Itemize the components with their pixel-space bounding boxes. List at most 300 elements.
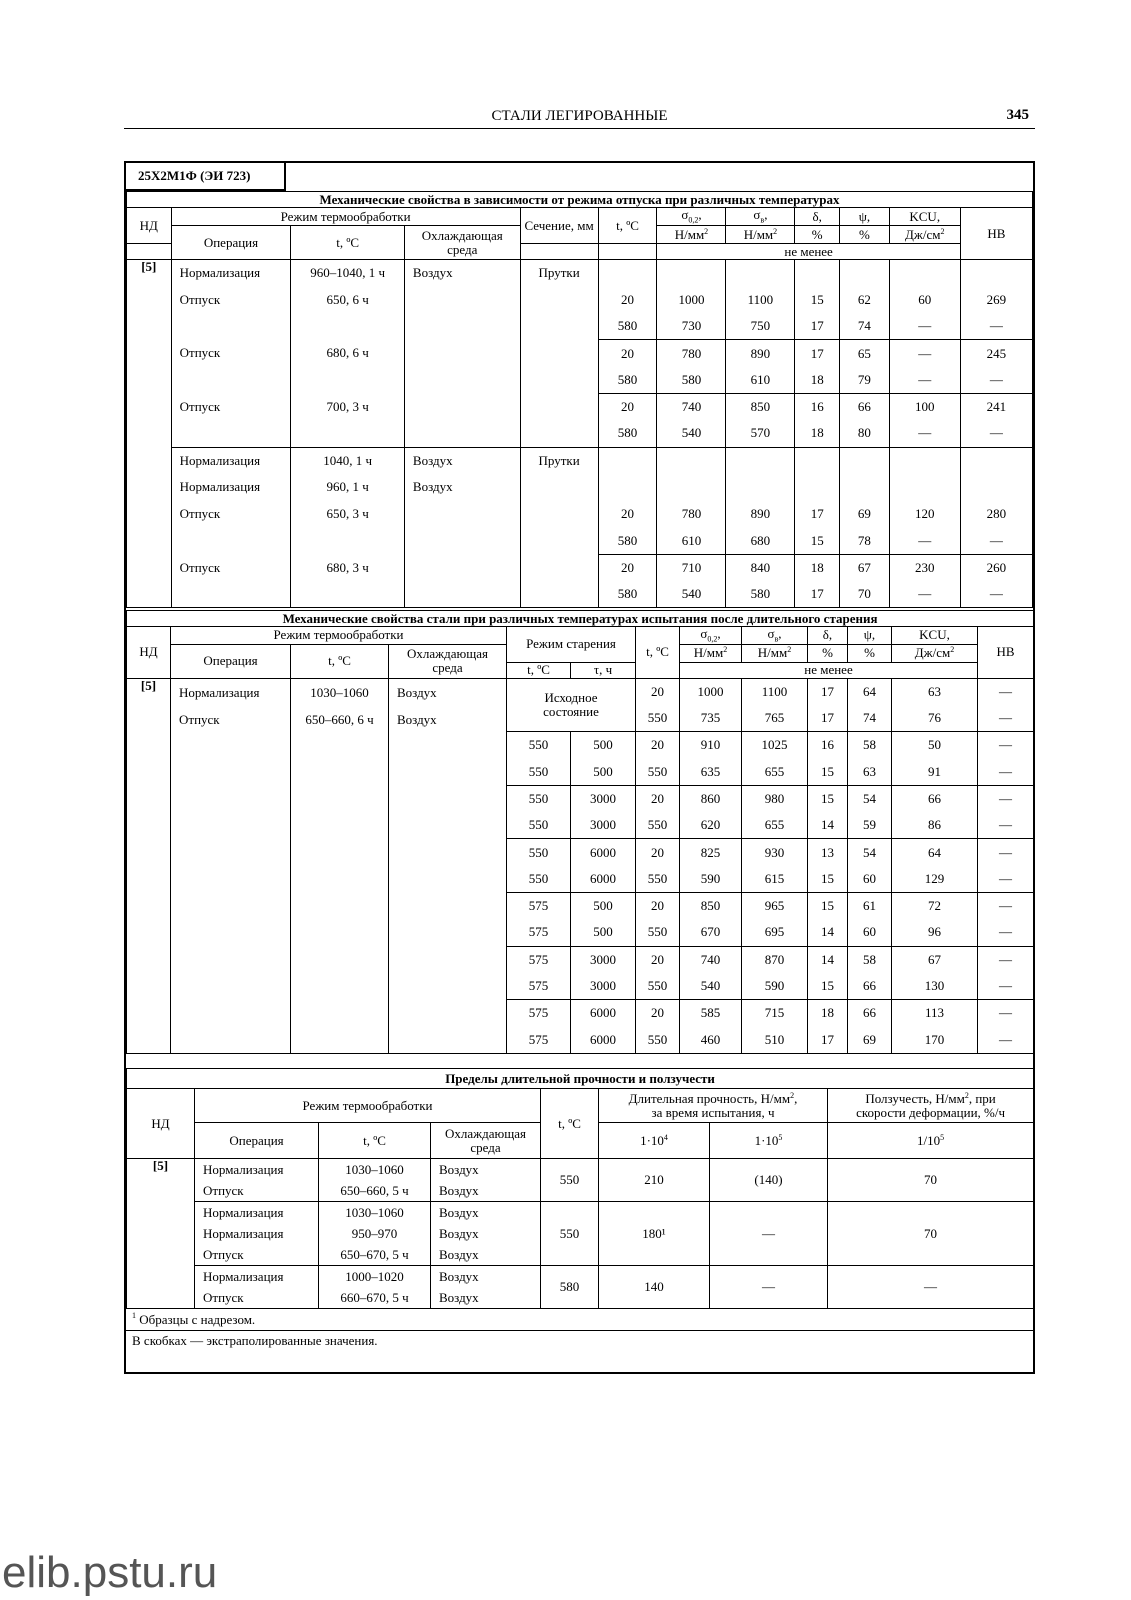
cell-value: 740 <box>680 946 742 973</box>
cell-value: 74 <box>840 313 890 340</box>
cell-value: 66 <box>892 785 978 812</box>
cell-sec <box>520 367 598 394</box>
cell-value: 17 <box>795 340 840 367</box>
cell-value: 70 <box>840 581 890 608</box>
table-row <box>127 420 1033 447</box>
cell-value: 540 <box>680 973 742 1000</box>
cell-temp: 550 <box>541 1159 599 1202</box>
table-row <box>127 1202 1034 1266</box>
cell-value: — <box>978 678 1034 705</box>
cell-temps <box>291 678 389 1053</box>
line: 650–660, 5 ч <box>340 1183 409 1198</box>
col-sv: $\sigma_в$, <box>742 627 808 645</box>
cell-value: 54 <box>848 839 892 866</box>
cell-value: 61 <box>848 892 892 919</box>
col-aging-t: t, ºC <box>507 662 571 678</box>
cell-value <box>960 474 1032 501</box>
aging-properties-table <box>126 610 1034 1054</box>
cell-value: 15 <box>808 866 848 893</box>
cell-value: 1000 <box>680 678 742 705</box>
cell-value <box>840 474 890 501</box>
cell-value: 550 <box>636 973 680 1000</box>
col-s02: $\sigma_{0,2}$, <box>657 208 726 226</box>
cell-operations <box>171 678 291 1053</box>
cell-value: 540 <box>657 581 726 608</box>
cell-value: 930 <box>742 839 808 866</box>
cell-value: — <box>889 313 960 340</box>
col-rate: $1/10^5$ <box>828 1123 1034 1159</box>
table-row <box>127 474 1033 501</box>
cell-t <box>291 581 405 608</box>
cell-t: 680, 3 ч <box>291 554 405 581</box>
cell-aging: 3000 <box>571 946 636 973</box>
table-row <box>127 367 1033 394</box>
col-section-bottom <box>520 244 598 260</box>
op-1-c: Воздух <box>397 684 437 700</box>
cell-cool <box>404 340 520 367</box>
cell-value: — <box>960 313 1032 340</box>
cell-sec: Прутки <box>520 260 598 287</box>
cell-value <box>960 260 1032 287</box>
cell-value: 15 <box>808 892 848 919</box>
cell-cool <box>404 581 520 608</box>
unit-s02: $Н/мм^2$ <box>680 644 742 662</box>
cell-aging: 500 <box>571 892 636 919</box>
cell-value <box>960 447 1032 474</box>
cell-op <box>171 313 291 340</box>
cell-value: 890 <box>726 501 795 528</box>
cell-value: 14 <box>808 946 848 973</box>
cell-value <box>726 447 795 474</box>
cell-ts <box>319 1266 431 1309</box>
cell-sec <box>520 501 598 528</box>
nd-ref: [5] <box>127 678 171 1053</box>
cell-v1: 140 <box>599 1266 710 1309</box>
cell-aging: 575 <box>507 946 571 973</box>
col-section: Сечение, мм <box>520 208 598 244</box>
cell-value: 241 <box>960 393 1032 420</box>
cell-value: — <box>978 732 1034 759</box>
cell-t <box>291 367 405 394</box>
cell-value: 20 <box>636 839 680 866</box>
cell-value: 580 <box>598 313 657 340</box>
cell-op <box>171 527 291 554</box>
cell-value: 655 <box>742 758 808 785</box>
col-nd-bottom <box>127 244 172 260</box>
cell-value: 695 <box>742 919 808 946</box>
cell-value: 615 <box>742 866 808 893</box>
col-temp-bottom <box>598 244 657 260</box>
cell-cool <box>404 393 520 420</box>
unit-delta: % <box>795 226 840 244</box>
cell-value: 20 <box>598 554 657 581</box>
cell-value: 129 <box>892 866 978 893</box>
cell-value <box>840 260 890 287</box>
cell-value: 62 <box>840 286 890 313</box>
col-sv: $\sigma_в$, <box>726 208 795 226</box>
table-row <box>127 393 1033 420</box>
unit-psi: % <box>848 644 892 662</box>
cell-value: 65 <box>840 340 890 367</box>
cell-aging: 550 <box>507 866 571 893</box>
cell-value: 63 <box>892 678 978 705</box>
cell-value: 16 <box>808 732 848 759</box>
cell-value: 15 <box>795 527 840 554</box>
cell-value: 550 <box>636 758 680 785</box>
cell-value: — <box>978 785 1034 812</box>
line: Отпуск <box>203 1247 244 1262</box>
col-hb: HB <box>978 627 1034 679</box>
col-temp: t, ºC <box>598 208 657 244</box>
cell-value: 580 <box>598 420 657 447</box>
cell-value: 510 <box>742 1026 808 1053</box>
section-title: Механические свойства в зависимости от режима отпуска при различных температурах <box>127 192 1033 208</box>
cell-aging: 575 <box>507 973 571 1000</box>
cell-sec: Прутки <box>520 447 598 474</box>
line: Воздух <box>439 1205 479 1220</box>
cell-value <box>726 474 795 501</box>
cell-value: — <box>960 581 1032 608</box>
cell-v2: (140) <box>710 1159 828 1202</box>
cell-t <box>291 420 405 447</box>
line: Нормализация <box>203 1269 284 1284</box>
col-aging-tau: τ, ч <box>571 662 636 678</box>
tempering-properties-table <box>126 191 1033 608</box>
cell-value: 72 <box>892 892 978 919</box>
cell-value: 580 <box>657 367 726 394</box>
cell-value: 20 <box>598 286 657 313</box>
cell-value: 715 <box>742 1000 808 1027</box>
steel-grade: 25Х2М1Ф (ЭИ 723) <box>124 161 286 191</box>
cell-value: — <box>889 527 960 554</box>
cell-value: 66 <box>848 1000 892 1027</box>
cell-aging: 6000 <box>571 1026 636 1053</box>
col-temp: t, ºC <box>541 1089 599 1159</box>
col-aging: Режим старения <box>507 627 636 663</box>
col-kcu: KCU, <box>889 208 960 226</box>
cell-value: 60 <box>848 866 892 893</box>
op-1: Нормализация <box>179 684 260 700</box>
cell-aging: 550 <box>507 732 571 759</box>
cell-value: 18 <box>795 554 840 581</box>
cell-value: 680 <box>726 527 795 554</box>
line: Воздух <box>439 1162 479 1177</box>
cell-aging: 550 <box>507 839 571 866</box>
cell-t: 650, 6 ч <box>291 286 405 313</box>
cell-value: 17 <box>808 678 848 705</box>
line: Воздух <box>439 1269 479 1284</box>
cell-value: 91 <box>892 758 978 785</box>
cell-value <box>795 474 840 501</box>
cell-op: Нормализация <box>171 260 291 287</box>
cell-v3: 70 <box>828 1202 1034 1266</box>
cell-value: 20 <box>598 340 657 367</box>
line: 660–670, 5 ч <box>340 1290 409 1305</box>
cell-value: — <box>978 919 1034 946</box>
cell-value: 17 <box>808 1026 848 1053</box>
cell-t: 960, 1 ч <box>291 474 405 501</box>
col-cool: Охлаждающая среда <box>389 644 507 678</box>
cell-value: — <box>889 340 960 367</box>
table-row <box>127 581 1033 608</box>
cell-cool <box>404 420 520 447</box>
cell-value: — <box>978 812 1034 839</box>
cell-cool <box>404 527 520 554</box>
cell-value: 58 <box>848 946 892 973</box>
cell-value: 58 <box>848 732 892 759</box>
cell-value: 18 <box>795 420 840 447</box>
cell-ops <box>195 1159 319 1202</box>
cell-value: 20 <box>598 501 657 528</box>
cell-sec <box>520 313 598 340</box>
cell-value: 910 <box>680 732 742 759</box>
cell-value: 850 <box>680 892 742 919</box>
col-cool: Охлаждающая среда <box>404 226 520 260</box>
cell-value: 170 <box>892 1026 978 1053</box>
cell-t <box>291 527 405 554</box>
cell-value: 610 <box>657 527 726 554</box>
page-number: 345 <box>1006 107 1029 123</box>
initial-state: Исходное состояние <box>507 678 636 732</box>
cell-sec <box>520 393 598 420</box>
cell-value: 67 <box>840 554 890 581</box>
col-long-strength: Длительная прочность, $Н/мм^2$, за время испытания, ч <box>599 1089 828 1123</box>
cell-value: — <box>978 1000 1034 1027</box>
cell-value: — <box>889 367 960 394</box>
cell-value: 550 <box>636 705 680 732</box>
col-kcu: KCU, <box>892 627 978 645</box>
cell-value <box>795 260 840 287</box>
cell-cs <box>431 1202 541 1266</box>
col-operation: Операция <box>195 1123 319 1159</box>
cell-value <box>657 260 726 287</box>
cell-cool <box>404 286 520 313</box>
cell-v2: — <box>710 1266 828 1309</box>
cell-value: 74 <box>848 705 892 732</box>
table-row <box>127 501 1033 528</box>
cell-op: Отпуск <box>171 501 291 528</box>
cell-value: 585 <box>680 1000 742 1027</box>
table-row <box>127 313 1033 340</box>
col-1e4: $1\cdot 10^4$ <box>599 1123 710 1159</box>
table-row <box>127 527 1033 554</box>
min-label: не менее <box>680 662 978 678</box>
cell-value: 20 <box>636 785 680 812</box>
cell-ops <box>195 1266 319 1309</box>
cell-aging: 575 <box>507 1000 571 1027</box>
cell-aging: 550 <box>507 785 571 812</box>
line: 650–670, 5 ч <box>340 1247 409 1262</box>
unit-psi: % <box>840 226 890 244</box>
op-2-c: Воздух <box>397 711 437 727</box>
line: Воздух <box>439 1226 479 1241</box>
cell-op <box>171 367 291 394</box>
col-temp: t, ºC <box>636 627 680 679</box>
cell-value: 550 <box>636 812 680 839</box>
cell-value: 780 <box>657 340 726 367</box>
cell-t: 960–1040, 1 ч <box>291 260 405 287</box>
cell-op: Отпуск <box>171 554 291 581</box>
cell-value: 64 <box>848 678 892 705</box>
cell-value: 18 <box>795 367 840 394</box>
cell-value: 540 <box>657 420 726 447</box>
cell-value <box>726 260 795 287</box>
cell-value: 765 <box>742 705 808 732</box>
table-row <box>127 286 1033 313</box>
cell-aging: 3000 <box>571 812 636 839</box>
cell-value: — <box>960 420 1032 447</box>
cell-value: 120 <box>889 501 960 528</box>
cell-sec <box>520 286 598 313</box>
cell-value: 825 <box>680 839 742 866</box>
cell-value: 980 <box>742 785 808 812</box>
line: 1030–1060 <box>345 1205 404 1220</box>
cell-value <box>657 474 726 501</box>
cell-value <box>889 447 960 474</box>
cell-value <box>657 447 726 474</box>
cell-value: 965 <box>742 892 808 919</box>
cell-aging: 500 <box>571 919 636 946</box>
line: Воздух <box>439 1183 479 1198</box>
cell-cs <box>431 1159 541 1202</box>
running-title: СТАЛИ ЛЕГИРОВАННЫЕ <box>491 108 668 124</box>
col-regime: Режим термообработки <box>171 627 507 645</box>
cell-cool: Воздух <box>404 474 520 501</box>
cell-value: 580 <box>598 527 657 554</box>
cell-op <box>171 581 291 608</box>
cell-value: 96 <box>892 919 978 946</box>
cell-value: 1100 <box>726 286 795 313</box>
cell-value: 17 <box>795 501 840 528</box>
line: Нормализация <box>203 1162 284 1177</box>
cell-temp: 580 <box>541 1266 599 1309</box>
cell-value: 20 <box>636 1000 680 1027</box>
cell-value: 130 <box>892 973 978 1000</box>
col-psi: ψ, <box>848 627 892 645</box>
cell-value <box>598 447 657 474</box>
cell-value: 78 <box>840 527 890 554</box>
footnote-2: В скобках — экстраполированные значения. <box>132 1333 378 1348</box>
line: Нормализация <box>203 1226 284 1241</box>
cell-value: 15 <box>795 286 840 313</box>
cell-sec <box>520 340 598 367</box>
cell-value: 20 <box>636 732 680 759</box>
cell-value: 870 <box>742 946 808 973</box>
col-operation: Операция <box>171 226 291 260</box>
table-row <box>127 260 1033 287</box>
cell-ts <box>319 1159 431 1202</box>
cell-v1: 210 <box>599 1159 710 1202</box>
cell-ts <box>319 1202 431 1266</box>
col-creep: Ползучесть, $Н/мм^2$, при скорости деформации, %/ч <box>828 1089 1034 1123</box>
col-nd: НД <box>127 1089 195 1159</box>
cell-aging: 575 <box>507 1026 571 1053</box>
cell-value: 580 <box>598 581 657 608</box>
cell-value: 580 <box>598 367 657 394</box>
col-t: t, ºC <box>291 226 405 260</box>
col-operation: Операция <box>171 644 291 678</box>
min-label: не менее <box>657 244 960 260</box>
cell-sec <box>520 527 598 554</box>
cell-sec <box>520 554 598 581</box>
cell-value: 63 <box>848 758 892 785</box>
cell-value: 245 <box>960 340 1032 367</box>
op-1-t: 1030–1060 <box>310 684 369 700</box>
cell-cool <box>404 367 520 394</box>
cell-value: — <box>978 892 1034 919</box>
cell-aging: 575 <box>507 892 571 919</box>
cell-cool <box>404 313 520 340</box>
col-regime: Режим термообработки <box>195 1089 541 1123</box>
cell-value: 18 <box>808 1000 848 1027</box>
cell-value: 269 <box>960 286 1032 313</box>
table-row <box>127 1159 1034 1202</box>
cell-op: Нормализация <box>171 447 291 474</box>
cell-value: 610 <box>726 367 795 394</box>
cell-op: Отпуск <box>171 393 291 420</box>
cell-temp: 550 <box>541 1202 599 1266</box>
cell-v1: 180¹ <box>599 1202 710 1266</box>
cell-op: Отпуск <box>171 340 291 367</box>
cell-aging: 3000 <box>571 973 636 1000</box>
cell-value: — <box>978 946 1034 973</box>
section-title: Пределы длительной прочности и ползучести <box>127 1069 1034 1089</box>
cell-value: 655 <box>742 812 808 839</box>
cell-aging: 3000 <box>571 785 636 812</box>
cell-value: 69 <box>840 501 890 528</box>
cell-value: 735 <box>680 705 742 732</box>
table-row <box>127 340 1033 367</box>
col-delta: δ, <box>808 627 848 645</box>
cell-v3: — <box>828 1266 1034 1309</box>
cell-cool: Воздух <box>404 447 520 474</box>
cell-value <box>598 474 657 501</box>
unit-sv: $Н/мм^2$ <box>726 226 795 244</box>
cell-value <box>889 260 960 287</box>
cell-op: Отпуск <box>171 286 291 313</box>
cell-value: 890 <box>726 340 795 367</box>
section-title: Механические свойства стали при различных температурах испытания после длительного старения <box>127 611 1034 627</box>
cell-value: 60 <box>889 286 960 313</box>
cell-value: 80 <box>840 420 890 447</box>
cell-value: 730 <box>657 313 726 340</box>
col-delta: δ, <box>795 208 840 226</box>
cell-value <box>840 447 890 474</box>
nd-ref: [5] <box>127 260 172 608</box>
cell-aging: 575 <box>507 919 571 946</box>
col-t: t, ºC <box>291 644 389 678</box>
col-s02: $\sigma_{0,2}$, <box>680 627 742 645</box>
page-header <box>124 106 1035 129</box>
cell-value: 79 <box>840 367 890 394</box>
cell-value: 69 <box>848 1026 892 1053</box>
cell-t: 1040, 1 ч <box>291 447 405 474</box>
cell-t: 650, 3 ч <box>291 501 405 528</box>
cell-value: 13 <box>808 839 848 866</box>
cell-ops <box>195 1202 319 1266</box>
cell-value: 59 <box>848 812 892 839</box>
cell-t: 680, 6 ч <box>291 340 405 367</box>
cell-value: — <box>889 420 960 447</box>
cell-value: 230 <box>889 554 960 581</box>
unit-sv: $Н/мм^2$ <box>742 644 808 662</box>
cell-value <box>889 474 960 501</box>
nd-ref: [5] <box>127 1159 195 1309</box>
cell-value: — <box>978 973 1034 1000</box>
table-row <box>127 554 1033 581</box>
cell-value: 16 <box>795 393 840 420</box>
cell-value: 15 <box>808 973 848 1000</box>
